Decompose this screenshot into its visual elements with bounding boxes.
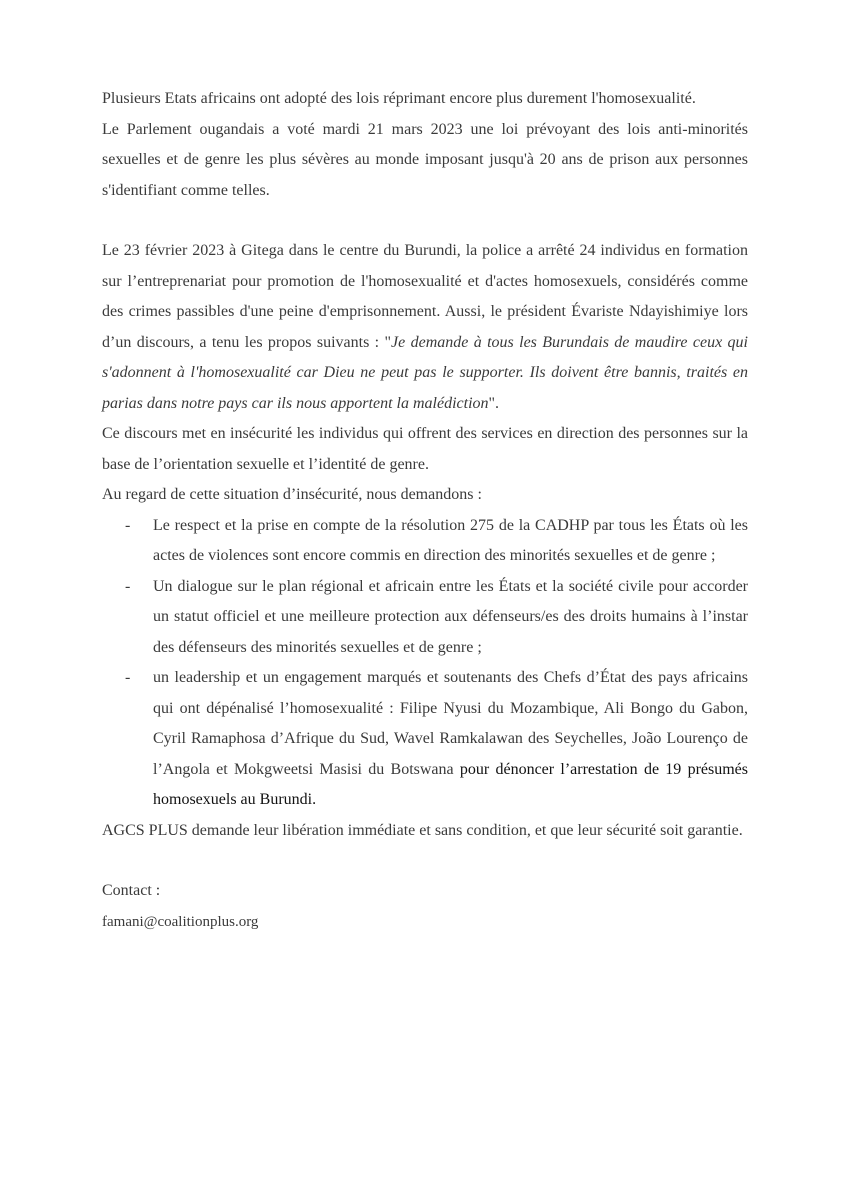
list-dash: - xyxy=(125,669,131,686)
contact-block xyxy=(102,876,748,937)
intro-uganda-paragraph: Le Parlement ougandais a voté mardi 21 mars 2023 une loi prévoyant des lois anti-minorités sexuelles et de genre les plus sévères au monde imposant jusqu'à 20 ans de prison aux personnes s'identifiant comme telles. xyxy=(102,120,748,199)
intro-line-1: Plusieurs Etats africains ont adopté des lois réprimant encore plus durement l'homosexualité. xyxy=(102,90,696,107)
contact-email[interactable]: famani@coalitionplus.org xyxy=(102,913,259,930)
closing-paragraph: AGCS PLUS demande leur libération immédiate et sans condition, et que leur sécurité soit garantie. xyxy=(102,821,743,839)
document-page xyxy=(102,84,748,937)
demands-list xyxy=(102,511,748,816)
paragraph-spacer xyxy=(102,206,748,236)
list-item xyxy=(102,663,748,816)
insecurity-paragraph: Ce discours met en insécurité les individus qui offrent des services en direction des personnes sur la base de l’orientation sexuelle et l’identité de genre. xyxy=(102,425,748,473)
demands-intro: Au regard de cette situation d’insécurité, nous demandons : xyxy=(102,486,482,503)
burundi-text: Le 23 février 2023 à Gitega dans le centre du Burundi, la police a arrêté 24 individus en formation sur l’entreprenariat pour promotion de l'homosexualité et d'actes homosexuels, considérés comme des crimes passibles d'une peine d'emprisonnement. Aussi, le président Évariste Ndayishimiye lors d’un discours, a tenu les propos suivants : " xyxy=(102,242,748,351)
burundi-paragraph xyxy=(102,236,748,419)
list-dash: - xyxy=(125,516,131,534)
demand-text: Le respect et la prise en compte de la résolution 275 de la CADHP par tous les États où les actes de violences sont encore commis en direction des minorités sexuelles et de genre ; xyxy=(153,516,748,564)
demand-text: un leadership et un engagement marqués et soutenants des Chefs d’État des pays africains qui ont dépénalisé l’homosexualité : Filipe Nyusi du Mozambique, Ali Bongo du Gabon, Cyril Ramaphosa d’Afrique du Sud, Wavel Ramkalawan des Seychelles, João Lourenço de l’Angola et Mokgweetsi Masisi du Botswana xyxy=(153,669,748,778)
list-item xyxy=(102,572,748,664)
quote-close: ". xyxy=(488,394,500,412)
demand-emphasis: pour dénoncer l’arrestation de 19 présumés homosexuels au Burundi. xyxy=(153,760,749,808)
president-quote: Je demande à tous les Burundais de maudire ceux qui s'adonnent à l'homosexualité car Dieu ne peut pas le supporter. Ils doivent être bannis, traités en parias dans notre pays car ils nous apportent la malédiction xyxy=(102,333,748,412)
contact-label: Contact : xyxy=(102,882,161,899)
demand-text: Un dialogue sur le plan régional et africain entre les États et la société civile pour accorder un statut officiel et une meilleure protection aux défenseurs/es des droits humains à l’instar des défenseurs des minorités sexuelles et de genre ; xyxy=(153,577,748,656)
list-item xyxy=(102,511,748,572)
list-dash: - xyxy=(125,577,131,595)
